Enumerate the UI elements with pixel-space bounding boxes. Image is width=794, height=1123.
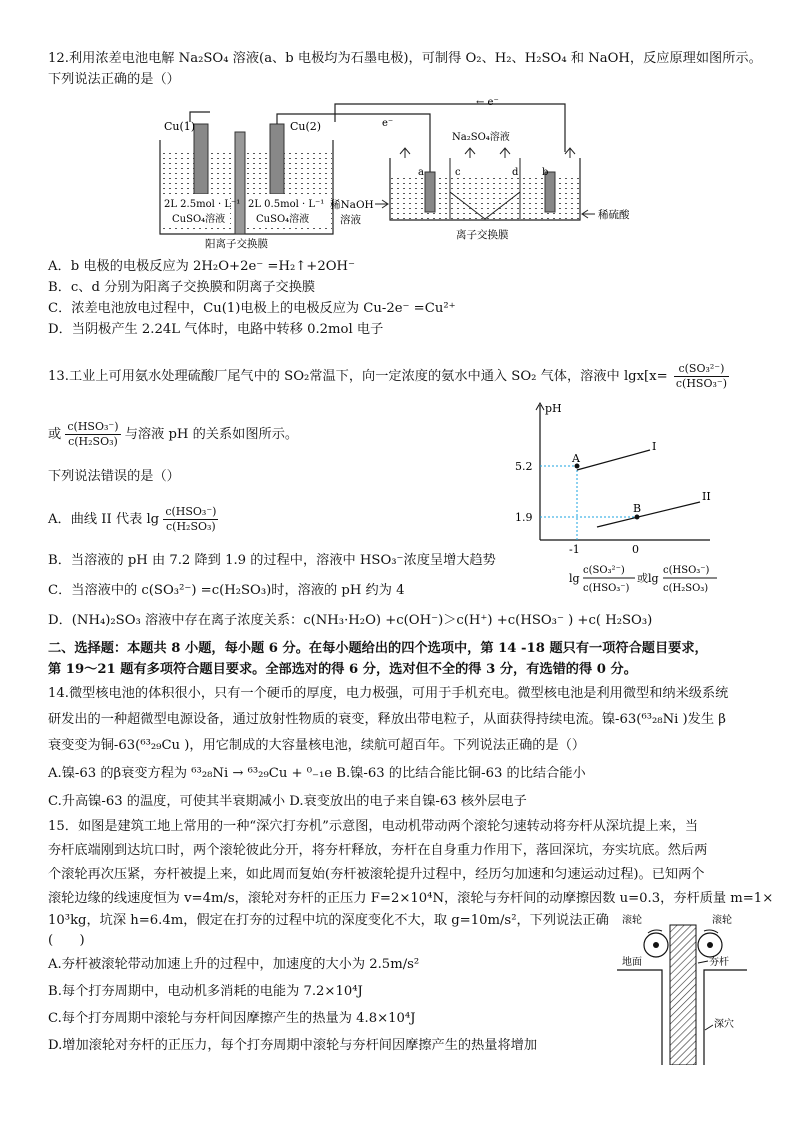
q13-option-c: C．当溶液中的 c(SO₃²⁻) =c(H₂SO₃)时，溶液的 pH 约为 4 bbox=[48, 583, 405, 598]
point-B bbox=[635, 515, 640, 520]
xlabel-num1: c(SO₃²⁻) bbox=[583, 565, 625, 576]
q13-frac2-denominator: c(H₂SO₃) bbox=[68, 435, 118, 448]
tamper-rod bbox=[670, 925, 696, 1065]
roller-left-label: 滚轮 bbox=[622, 915, 642, 926]
electrode-a bbox=[425, 172, 435, 212]
curve-I bbox=[577, 450, 650, 470]
q13-optA-numerator: c(HSO₃⁻) bbox=[165, 505, 217, 518]
q13-frac1-denominator: c(HSO₃⁻) bbox=[675, 377, 727, 390]
e-left-label: e⁻ bbox=[382, 118, 394, 129]
q15-line6: ( ) bbox=[48, 933, 85, 948]
q15-line4: 滚轮边缘的线速度恒为 v=4m/s，滚轮对夯杆的正压力 F=2×10⁴N，滚轮与夯杆间的动摩擦因数 u=0.3，夯杆质量 m=1× bbox=[48, 891, 774, 906]
electrolysis-cell bbox=[330, 130, 630, 241]
q13-frac2-numerator: c(HSO₃⁻) bbox=[67, 420, 119, 433]
xlabel-den1: c(HSO₃⁻) bbox=[583, 583, 630, 594]
q14-line3: 衰变变为铜-63(⁶³₂₉Cu )，用它制成的大容量核电池，续航可超百年。下列说法正确的是（） bbox=[48, 738, 586, 753]
na2so4-label: Na₂SO₄溶液 bbox=[452, 132, 510, 143]
roller-right-label: 滚轮 bbox=[712, 915, 732, 926]
q15-option-d: D.增加滚轮对夯杆的正压力，每个打夯周期中滚轮与夯杆间因摩擦产生的热量将增加 bbox=[48, 1038, 538, 1053]
label-c: c bbox=[455, 167, 461, 178]
q15-line1: 15．如图是建筑工地上常用的一种“深穴打夯机”示意图，电动机带动两个滚轮匀速转动将夯杆从深坑提上来，当 bbox=[48, 819, 699, 834]
q12-stem-line1: 12.利用浓差电池电解 Na₂SO₄ 溶液(a、b 电极均为石墨电极)，可制得 O₂、H₂、H₂SO₄ 和 NaOH，反应原理如图所示。 bbox=[48, 51, 762, 66]
q15-option-b: B.每个打夯周期中，电动机多消耗的电能为 7.2×10⁴J bbox=[48, 984, 363, 999]
q14-line5: C.升高镍-63 的温度，可使其半衰期减小 D.衰变放出的电子来自镍-63 核外层电子 bbox=[48, 794, 527, 809]
label-d: d bbox=[512, 167, 519, 178]
q14-line1: 14.微型核电池的体积很小，只有一个硬币的厚度，电力极强，可用于手机充电。微型核电池是利用微型和纳米级系统 bbox=[48, 686, 729, 701]
q15-line3: 个滚轮再次压紧，夯杆被提上来，如此周而复始(夯杆被滚轮提升过程中，经历匀加速和匀速运动过程)。已知两个 bbox=[48, 867, 705, 882]
q12-option-a: A．b 电极的电极反应为 2H₂O+2e⁻ =H₂↑+2OH⁻ bbox=[48, 259, 356, 274]
cu2-electrode bbox=[270, 124, 284, 194]
electrode-b bbox=[545, 172, 555, 212]
q15-option-a: A.夯杆被滚轮带动加速上升的过程中，加速度的大小为 2.5m/s² bbox=[48, 957, 420, 972]
q12-option-c: C．浓差电池放电过程中，Cu(1)电极上的电极反应为 Cu-2e⁻ =Cu²⁺ bbox=[48, 301, 456, 316]
curve-II bbox=[597, 502, 700, 527]
tick-5.2: 5.2 bbox=[515, 460, 533, 473]
q12-option-d: D．当阴极产生 2.24L 气体时，电路中转移 0.2mol 电子 bbox=[48, 322, 384, 337]
xlabel-num2: c(HSO₃⁻) bbox=[663, 565, 710, 576]
cation-membrane-label: 阳离子交换膜 bbox=[205, 238, 268, 250]
label-B: B bbox=[633, 502, 642, 515]
xlabel-den2: c(H₂SO₃) bbox=[663, 583, 709, 594]
cu1-electrode bbox=[194, 124, 208, 194]
tick-0: 0 bbox=[632, 543, 639, 556]
naoh-label-1: 稀NaOH bbox=[330, 199, 374, 211]
tick-1.9: 1.9 bbox=[515, 511, 533, 524]
cu1-label: Cu(1) bbox=[164, 120, 196, 133]
label-b: b bbox=[542, 167, 549, 178]
ground-left bbox=[617, 970, 662, 1065]
q13-option-a: A．曲线 II 代表 lg c(HSO₃⁻) c(H₂SO₃) bbox=[48, 505, 217, 533]
concentration-cell bbox=[160, 120, 333, 250]
section2-line2: 第 19～21 题有多项符合题目要求。全部选对的得 6 分，选对但不全的得 3 分，有选错的得 0 分。 bbox=[48, 662, 637, 677]
q13-question: 下列说法错误的是（） bbox=[48, 469, 180, 484]
left-sol-line1: 2L 2.5mol · L⁻¹ bbox=[164, 199, 241, 210]
xlabel-lg: lg bbox=[569, 572, 580, 585]
mid-sol-line1: 2L 0.5mol · L⁻¹ bbox=[248, 199, 325, 210]
xlabel-or: 或lg bbox=[637, 572, 659, 585]
ion-membrane-label: 离子交换膜 bbox=[456, 229, 509, 241]
label-curve-I: I bbox=[652, 440, 657, 453]
q13-optA-denominator: c(H₂SO₃) bbox=[166, 520, 216, 533]
cation-membrane-plate bbox=[235, 132, 245, 234]
q14-line2: 研发出的一种超微型电源设备，通过放射性物质的衰变，释放出带电粒子，从面获得持续电流。镍-63(⁶³₂₈Ni )发生 β bbox=[48, 712, 726, 727]
q13-stem-line1: 13.工业上可用氨水处理硫酸厂尾气中的 SO₂常温下，向一定浓度的氨水中通入 SO₂ 气体，溶液中 lgx[x= c(SO₃²⁻) c(HSO₃⁻) bbox=[48, 362, 727, 390]
q13-option-b: B．当溶液的 pH 由 7.2 降到 1.9 的过程中，溶液中 HSO₃⁻浓度呈增大趋势 bbox=[48, 553, 496, 568]
ground-label: 地面 bbox=[622, 957, 642, 968]
q15-option-c: C.每个打夯周期中滚轮与夯杆间因摩擦产生的热量为 4.8×10⁴J bbox=[48, 1011, 416, 1026]
q15-line5: 10³kg，坑深 h=6.4m，假定在打夯的过程中坑的深度变化不大，取 g=10m/s²，下列说法正确 bbox=[48, 913, 609, 928]
ground-right bbox=[704, 970, 747, 1065]
q14-line4: A.镍-63 的β衰变方程为 ⁶³₂₈Ni → ⁶³₂₉Cu + ⁰₋₁e B.镍-63 的比结合能比铜-63 的比结合能小 bbox=[48, 766, 586, 781]
rod-label: 夯杆 bbox=[709, 957, 729, 968]
section2-line1: 二、选择题：本题共 8 小题，每小题 6 分。在每小题给出的四个选项中，第 14 -18 题只有一项符合题目要求， bbox=[48, 641, 708, 656]
h2so4-label: 稀硫酸 bbox=[598, 209, 630, 221]
q13-ph-graph bbox=[505, 400, 720, 605]
y-axis-label: pH bbox=[545, 402, 562, 415]
q13-frac1-numerator: c(SO₃²⁻) bbox=[674, 362, 729, 377]
mid-sol-line2: CuSO₄溶液 bbox=[256, 214, 310, 225]
label-curve-II: II bbox=[702, 490, 711, 503]
e-top-label: ← e⁻ bbox=[476, 97, 499, 108]
q12-option-b: B．c、d 分别为阳离子交换膜和阴离子交换膜 bbox=[48, 280, 316, 295]
q13-option-d: D．(NH₄)₂SO₃ 溶液中存在离子浓度关系：c(NH₃·H₂O) +c(OH⁻)＞c(H⁺) +c(HSO₃⁻ ) +c( H₂SO₃) bbox=[48, 613, 653, 628]
q12-electrolysis-figure bbox=[150, 92, 640, 252]
q15-tamper-figure bbox=[612, 905, 752, 1065]
cu2-label: Cu(2) bbox=[290, 120, 322, 133]
q13-stem-line2: 或 c(HSO₃⁻) c(H₂SO₃) 与溶液 pH 的关系如图所示。 bbox=[48, 420, 299, 448]
left-sol-line2: CuSO₄溶液 bbox=[172, 214, 226, 225]
label-a: a bbox=[418, 167, 424, 178]
q12-stem-line2: 下列说法正确的是（） bbox=[48, 72, 180, 87]
naoh-label-2: 溶液 bbox=[340, 214, 361, 226]
tick-minus1: -1 bbox=[569, 543, 580, 556]
q15-line2: 夯杆底端刚到达坑口时，两个滚轮彼此分开，将夯杆释放，夯杆在自身重力作用下，落回深坑，夯实坑底。然后两 bbox=[48, 843, 708, 858]
label-A: A bbox=[572, 452, 580, 465]
pit-label: 深穴 bbox=[714, 1019, 734, 1030]
